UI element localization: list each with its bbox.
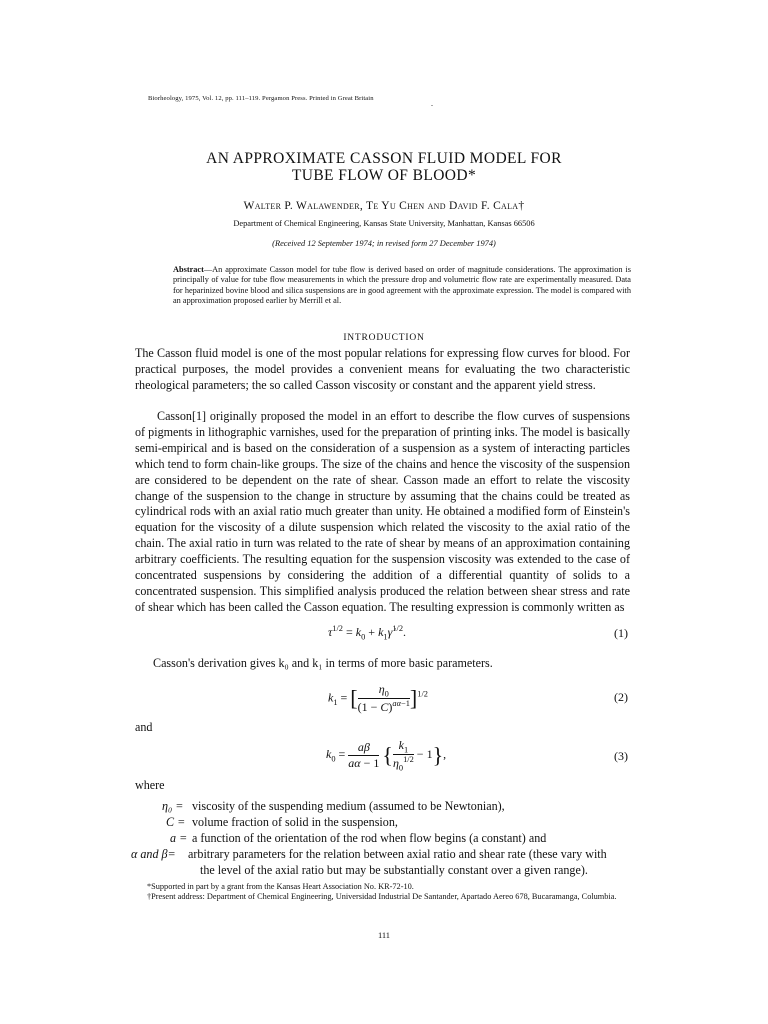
journal-citation: Biorheology, 1975, Vol. 12, pp. 111–119. Pergamon Press. Printed in Great Britain xyxy=(148,95,374,102)
definition-row xyxy=(131,846,630,863)
equation-1-number: (1) xyxy=(614,626,628,640)
footnote-1: *Supported in part by a grant from the Kansas Heart Association No. KR-72-10. xyxy=(147,882,414,891)
definition-symbol: C = xyxy=(166,814,186,829)
definition-row xyxy=(135,815,630,831)
page-number: 111 xyxy=(377,930,391,940)
received-dates: (Received 12 September 1974; in revised form 27 December 1974) xyxy=(272,239,496,248)
paper-title-line-1: AN APPROXIMATE CASSON FLUID MODEL FOR xyxy=(206,150,562,167)
definition-text: volume fraction of solid in the suspension, xyxy=(192,814,398,829)
definition-row xyxy=(135,831,630,847)
equation-2-number: (2) xyxy=(614,690,628,704)
abstract xyxy=(173,265,631,307)
definition-symbol: α and β= xyxy=(131,846,176,861)
definition-text: the level of the axial ratio but may be substantially constant over a given range). xyxy=(200,862,588,877)
footnotes xyxy=(135,882,630,903)
definition-symbol: η₀ = xyxy=(162,799,184,813)
abstract-text: —An approximate Casson model for tube flow is derived based on order of magnitude considerations. The approximation is principally of value for tube flow measurements in which the pressure drop and volumetric flow rate are experimentally measured. Data for heparinized bovine blood and silica suspensions are in good agreement with the approximate expression. The model is compared with an approximation proposed earlier by Merrill et al. xyxy=(173,265,631,306)
stray-mark: . xyxy=(431,99,433,108)
paper-title-line-2: TUBE FLOW OF BLOOD* xyxy=(291,167,477,184)
definition-text: a function of the orientation of the rod when flow begins (a constant) and xyxy=(192,830,547,845)
equation-3: $k_0$ = $\frac{a\beta}{a\alpha - 1}$ { $\frac{k_1}{\eta_0^{1/2}}$ − 1}, xyxy=(326,738,447,773)
definition-text: arbitrary parameters for the relation between axial ratio and shear rate (these vary with xyxy=(188,846,607,861)
definition-row xyxy=(135,799,630,815)
introduction-paragraph-1: The Casson fluid model is one of the most popular relations for expressing flow curves for blood. For practical purposes, the model provides a convenient means for evaluating the two characteristic rheological parameters; the so called Casson viscosity or constant and the apparent yield stress. xyxy=(135,346,630,392)
definition-text: viscosity of the suspending medium (assumed to be Newtonian), xyxy=(192,799,505,813)
footnote-2: †Present address: Department of Chemical Engineering, Universidad Industrial De Santander, Apartado Aereo 678, Bucaramanga, Columbia. xyxy=(147,892,617,902)
authors: Walter P. Walawender, Te Yu Chen and David F. Cala† xyxy=(243,200,525,212)
affiliation: Department of Chemical Engineering, Kansas State University, Manhattan, Kansas 66506 xyxy=(233,219,535,228)
equation-2: $k_1$ = [ $\frac{\eta_0}{(1 - C)^{a\alpha-1}}$ ]$^{1/2}$ xyxy=(328,682,428,715)
definitions-list xyxy=(131,799,630,879)
and-label: and xyxy=(135,720,153,734)
introduction-paragraph-2: Casson[1] originally proposed the model in an effort to describe the flow curves of suspensions of pigments in lithographic varnishes, used for the preparation of printing inks. The model is basically semi-empirical and is based on the consideration of a suspension as a system of interacting particles which tend to form chain-like groups. The size of the chains and hence the viscosity of the suspension are considered to be dependent on the rate of shear. Casson made an effort to relate the viscosity change of the suspension to the change in structure by assuming that the chains could be treated as cylindrical rods with an axial ratio much greater than unity. He obtained a modified form of Einstein's equation for the viscosity of a dilute suspension which related the viscosity to the axial ratio of the chain. The axial ratio in turn was related to the rate of shear by means of an approximation containing arbitrary coefficients. The resulting equation for the suspension viscosity was extended to the case of concentrated suspensions by considering the addition of a differential quantity of solids to a concentrated suspension. This simplified analysis produced the relation between shear stress and rate of shear which has been called the Casson equation. The resulting expression is commonly written as xyxy=(135,409,630,614)
definition-row xyxy=(135,863,630,879)
equation-1: $\tau^{1/2} = k_0$ + $k_1\gammȧ^{1/2}$. xyxy=(328,624,407,642)
definition-symbol: a = xyxy=(170,830,188,845)
casson-derivation-text: Casson's derivation gives k₀ and k₁ in terms of more basic parameters. xyxy=(153,656,493,670)
equation-3-number: (3) xyxy=(614,749,628,763)
where-label: where xyxy=(135,778,165,792)
abstract-label: Abstract xyxy=(173,265,204,274)
section-heading-introduction: INTRODUCTION xyxy=(343,333,425,343)
